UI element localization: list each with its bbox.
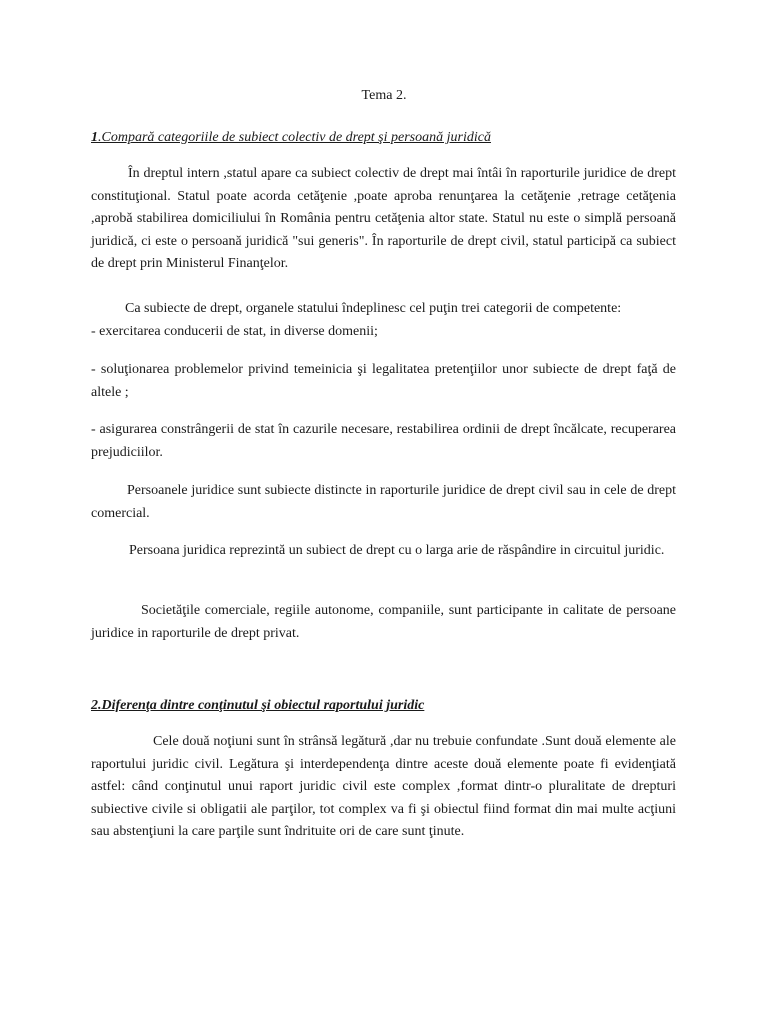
section1-paragraph-2: Ca subiecte de drept, organele statului îndeplinesc cel puţin trei categorii de competente: [125,301,622,316]
section1-list-item-3: - asigurarea constrângerii de stat în cazurile necesare, restabilirea ordinii de drept încălcate, recuperarea prejudiciilor. [91,422,676,460]
section1-paragraph-6: Persoanele juridice sunt subiecte distincte in raporturile juridice de drept civil sau in cele de drept comercial. [91,483,676,521]
section1-list-item-2: - soluţionarea problemelor privind temeinicia şi legalitatea pretenţiilor unor subiecte de drept faţă de altele ; [91,362,676,400]
section1-paragraph-1: În dreptul intern ,statul apare ca subiect colectiv de drept mai întâi în raporturile juridice de drept constituţional. Statul poate acorda cetăţenie ,poate aproba renunţarea la cetăţenie ,retrage cetăţenia ,aprobă stabilirea domiciliului în România pentru cetăţenia altor state. Statul nu este o simplă persoană juridică, ci este o persoană juridică "sui generis". În raporturile de drept civil, statul participă ca subiect de drept prin Ministerul Finanţelor. [91,166,676,271]
section2-heading [91,695,676,718]
section2-paragraph-1: Cele două noţiuni sunt în strânsă legătură ,dar nu trebuie confundate .Sunt două elemente ale raportului juridic civil. Legătura şi interdependenţa dintre aceste două elemente poate fi evidenţiată astfel: când conţinutul unui raport juridic civil este complex ,format dintr-o pluralitate de drepturi subiective civile si obligatii ale parţilor, tot complex va fi şi obiectul fiind format din mai multe acţiuni sau abstenţiuni la care parţile sunt îndrituite ori de care sunt ţinute. [91,734,676,839]
section1-heading-text: .Compară categoriile de subiect colectiv de drept şi persoană juridică [98,130,491,145]
section1-number: 1 [91,130,98,145]
section1-paragraph-7: Persoana juridica reprezintă un subiect de drept cu o larga arie de răspândire in circuitul juridic. [129,543,665,558]
section1-paragraph-8: Societăţile comerciale, regiile autonome, companiile, sunt participante in calitate de persoane juridice in raporturile de drept privat. [91,603,676,641]
section2-heading-text: 2.Diferenţa dintre conţinutul şi obiectul raportului juridic [91,698,425,713]
section1-heading [91,127,676,150]
section1-list-item-1: - exercitarea conducerii de stat, in diverse domenii; [91,324,378,339]
document-title: Tema 2. [361,88,407,103]
